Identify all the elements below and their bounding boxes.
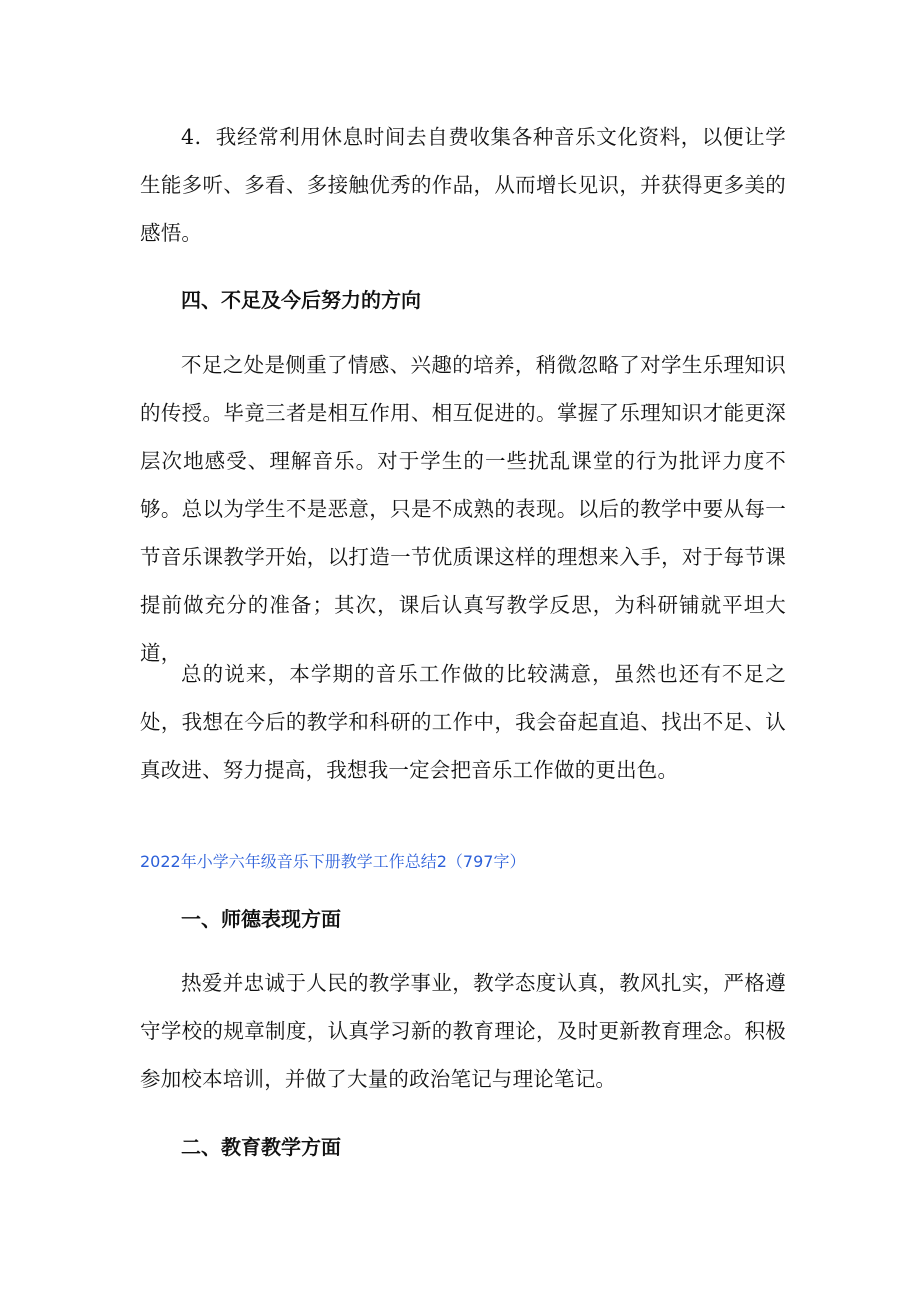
paragraph-summary: 总的说来，本学期的音乐工作做的比较满意，虽然也还有不足之处，我想在今后的教学和科研的工作中，我会奋起直追、找出不足、认真改进、努力提高，我想我一定会把音乐工作做的更出色。 bbox=[140, 662, 786, 782]
paragraph-ethics: 热爱并忠诚于人民的教学事业，教学态度认真，教风扎实，严格遵守学校的规章制度，认真学习新的教育理论，及时更新教育理念。积极参加校本培训，并做了大量的政治笔记与理论笔记。 bbox=[140, 971, 786, 1091]
section-heading-shortcomings: 四、不足及今后努力的方向 bbox=[181, 288, 421, 312]
section-heading-teaching: 二、教育教学方面 bbox=[181, 1135, 341, 1159]
section-heading-ethics: 一、师德表现方面 bbox=[181, 907, 341, 931]
paragraph-item-4: 4．我经常利用休息时间去自费收集各种音乐文化资料，以便让学生能多听、多看、多接触优秀的作品，从而增长见识，并获得更多美的感悟。 bbox=[140, 125, 786, 245]
article-title-link[interactable]: 2022年小学六年级音乐下册教学工作总结2（797字） bbox=[140, 852, 526, 871]
paragraph-shortcomings: 不足之处是侧重了情感、兴趣的培养，稍微忽略了对学生乐理知识的传授。毕竟三者是相互作用、相互促进的。掌握了乐理知识才能更深层次地感受、理解音乐。对于学生的一些扰乱课堂的行为批评力度不够。总以为学生不是恶意，只是不成熟的表现。以后的教学中要从每一节音乐课教学开始，以打造一节优质课这样的理想来入手，对于每节课提前做充分的准备；其次，课后认真写教学反思，为科研铺就平坦大道， bbox=[140, 353, 786, 665]
